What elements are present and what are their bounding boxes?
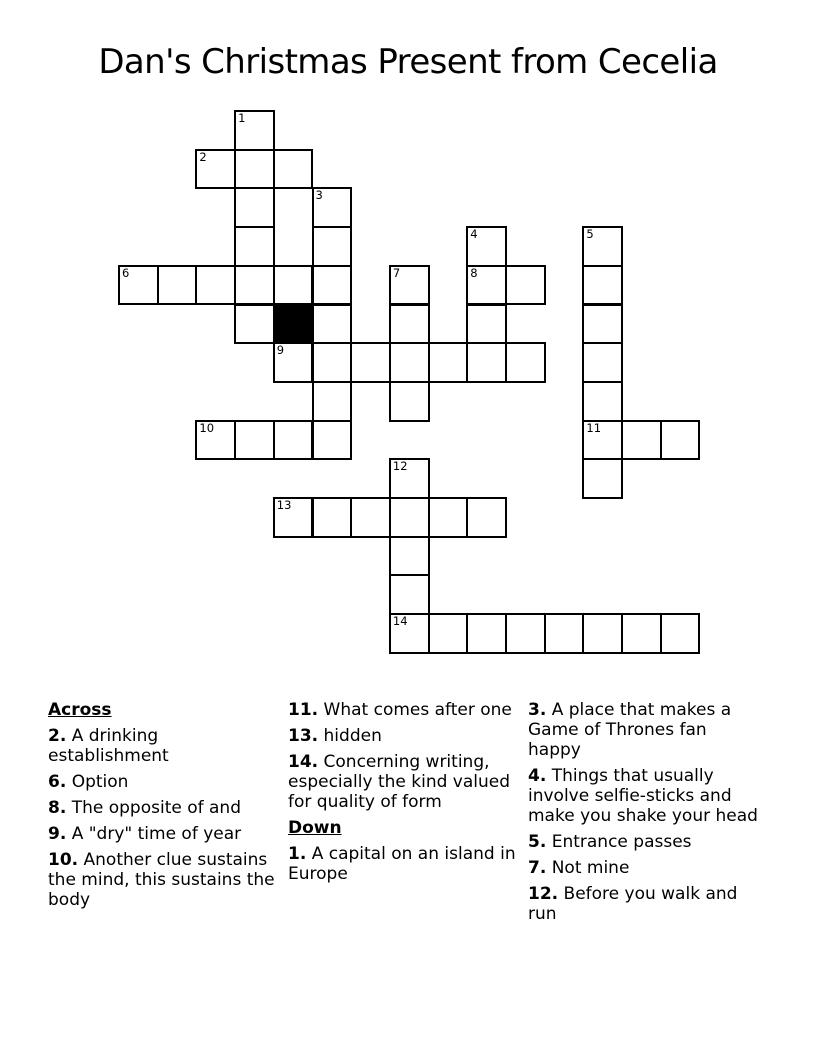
cell-number: 1 [238,111,246,125]
down-heading: Down [288,818,342,838]
grid-cell-r13c12[interactable] [582,613,623,654]
grid-cell-r12c7[interactable] [389,574,430,615]
clue-number: 8. [48,798,67,818]
grid-cell-r5c5[interactable] [312,304,353,345]
grid-cell-r3c12[interactable] [582,226,623,267]
grid-cell-r9c12[interactable] [582,458,623,499]
clue-text: The opposite of and [71,798,241,818]
clue-across-14 [288,752,518,812]
grid-cell-r6c6[interactable] [350,342,391,383]
grid-cell-r4c3[interactable] [234,265,275,306]
clue-text: Another clue sustains the mind, this sustains the body [48,850,275,910]
clue-text: A place that makes a Game of Thrones fan happy [528,700,732,760]
clue-number: 11. [288,700,319,720]
clue-number: 3. [528,700,547,720]
clue-number: 14. [288,752,319,772]
clue-across-2 [48,726,278,766]
grid-cell-r4c4[interactable] [273,265,314,306]
cell-number: 7 [392,265,401,280]
grid-cell-r13c10[interactable] [505,613,546,654]
clue-number: 9. [48,824,67,844]
grid-cell-r10c6[interactable] [350,497,391,538]
clue-across-10 [48,850,278,910]
grid-cell-r6c12[interactable] [582,342,623,383]
clue-text: A drinking establishment [48,726,169,766]
clue-number: 13. [288,726,319,746]
puzzle-title: Dan's Christmas Present from Cecelia [98,42,718,82]
cell-number: 13 [276,498,292,512]
grid-cell-r13c13[interactable] [621,613,662,654]
clue-text: A capital on an island in Europe [288,844,516,884]
clue-column-3 [528,700,758,930]
grid-cell-r10c4[interactable] [273,497,314,538]
grid-cell-r0c3[interactable] [234,110,275,151]
grid-cell-r1c4[interactable] [273,149,314,190]
cell-number: 5 [586,227,594,242]
grid-cell-r13c8[interactable] [428,613,469,654]
clue-down-7 [528,858,758,878]
grid-cell-r1c3[interactable] [234,149,275,190]
grid-cell-r10c9[interactable] [466,497,507,538]
clue-number: 6. [48,772,67,792]
grid-cell-r4c1[interactable] [157,265,198,306]
grid-cell-r8c13[interactable] [621,420,662,461]
grid-cell-r3c9[interactable] [466,226,507,267]
cell-number: 4 [470,227,478,242]
clue-text: What comes after one [323,700,512,720]
clue-text: Entrance passes [551,832,692,852]
cell-number: 2 [199,149,207,164]
grid-cell-r13c14[interactable] [660,613,701,654]
grid-cell-r6c5[interactable] [312,342,353,383]
grid-cell-r1c2[interactable] [195,149,236,190]
clue-down-4 [528,766,758,826]
grid-cell-r4c10[interactable] [505,265,546,306]
cell-number: 10 [199,420,215,435]
grid-cell-r6c10[interactable] [505,342,546,383]
clue-column-1 [48,700,278,916]
grid-cell-r13c11[interactable] [544,613,585,654]
grid-cell-r4c9[interactable] [466,265,507,306]
grid-cell-r8c12[interactable] [582,420,623,461]
clue-number: 4. [528,766,547,786]
clue-number: 1. [288,844,307,864]
grid-cell-r6c9[interactable] [466,342,507,383]
clue-number: 2. [48,726,67,746]
clue-text: Concerning writing, especially the kind valued for quality of form [288,752,511,812]
cell-number: 9 [276,343,285,358]
clue-number: 7. [528,858,547,878]
grid-cell-r6c7[interactable] [389,342,430,383]
grid-cell-r4c2[interactable] [195,265,236,306]
grid-cell-r11c7[interactable] [389,536,430,577]
grid-cell-r3c5[interactable] [312,226,353,267]
grid-cell-r6c8[interactable] [428,342,469,383]
grid-cell-r4c12[interactable] [582,265,623,306]
clue-down-12 [528,884,758,924]
clue-across-6 [48,772,278,792]
clue-across-9 [48,824,278,844]
grid-cell-r3c3[interactable] [234,226,275,267]
grid-cell-r5c3[interactable] [234,304,275,345]
grid-cell-r13c7[interactable] [389,613,430,654]
clue-text: Option [71,772,129,792]
clue-number: 5. [528,832,547,852]
grid-cell-r5c7[interactable] [389,304,430,345]
grid-cell-r5c9[interactable] [466,304,507,345]
grid-cell-r8c3[interactable] [234,420,275,461]
clue-text: hidden [323,726,382,746]
clue-across-13 [288,726,518,746]
cell-number: 8 [470,265,478,280]
grid-cell-r10c8[interactable] [428,497,469,538]
clue-text: A "dry" time of year [71,824,242,844]
grid-cell-r5c12[interactable] [582,304,623,345]
clue-number: 10. [48,850,79,870]
clue-down-5 [528,832,758,852]
across-heading: Across [48,700,112,720]
grid-cell-r7c5[interactable] [312,381,353,422]
clues-section [48,700,758,930]
grid-cell-r4c0[interactable] [118,265,159,306]
grid-cell-r7c7[interactable] [389,381,430,422]
clue-text: Things that usually involve selfie-sticks and make you shake your head [528,766,758,826]
grid-cell-r10c5[interactable] [312,497,353,538]
clue-text: Not mine [551,858,630,878]
grid-cell-r9c7[interactable] [389,458,430,499]
grid-cell-r13c9[interactable] [466,613,507,654]
cell-number: 12 [392,459,408,474]
clue-column-2 [288,700,518,890]
grid-cell-r8c4[interactable] [273,420,314,461]
cell-number: 11 [586,420,602,435]
grid-cell-r2c3[interactable] [234,187,275,228]
grid-cell-r8c14[interactable] [660,420,701,461]
grid-cell-r2c5[interactable] [312,187,353,228]
grid-cell-r8c2[interactable] [195,420,236,461]
grid-cell-r4c5[interactable] [312,265,353,306]
grid-cell-r7c12[interactable] [582,381,623,422]
grid-cell-r8c5[interactable] [312,420,353,461]
cell-number: 3 [315,188,323,203]
black-cell [273,304,314,345]
grid-cell-r6c4[interactable] [273,342,314,383]
clue-across-11 [288,700,518,720]
cell-number: 14 [392,614,408,629]
clue-across-8 [48,798,278,818]
grid-cell-r4c7[interactable] [389,265,430,306]
grid-cell-r10c7[interactable] [389,497,430,538]
clue-text: Before you walk and run [528,884,738,924]
cell-number: 6 [122,265,130,280]
clue-number: 12. [528,884,559,904]
clue-down-1 [288,844,518,884]
clue-down-3 [528,700,758,760]
